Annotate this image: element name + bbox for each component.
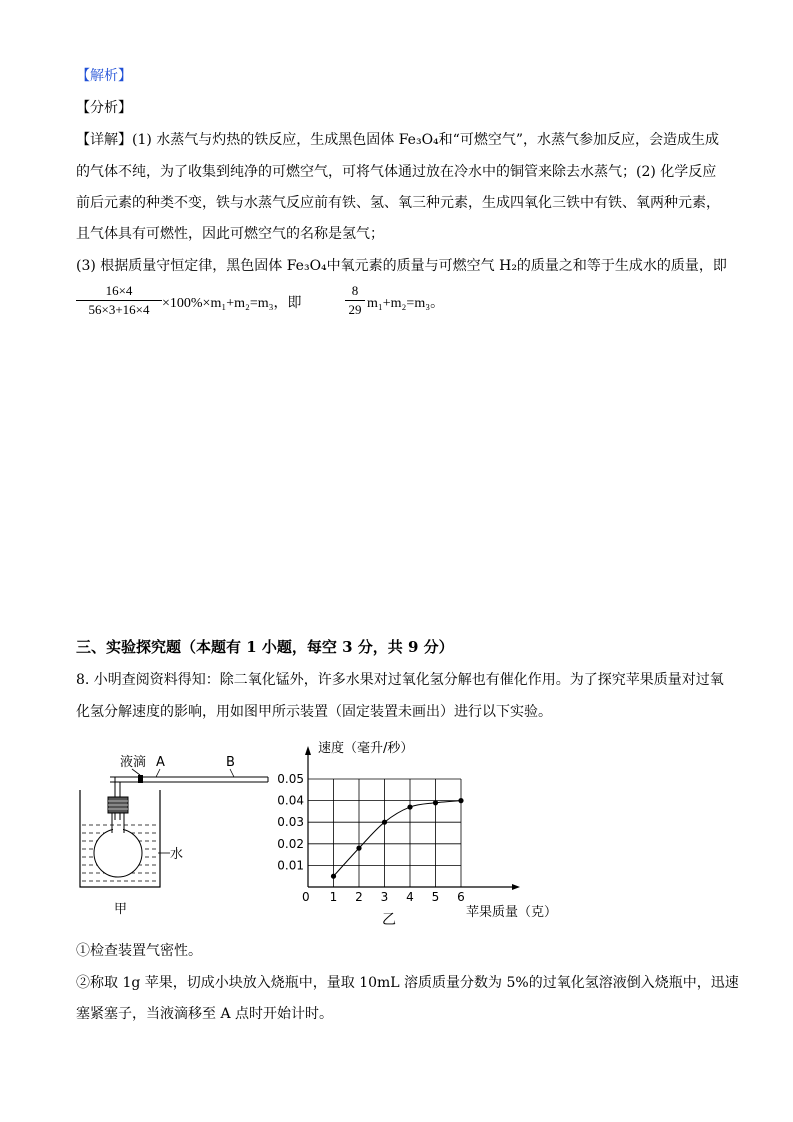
detail-line-5: (3) 根据质量守恒定律，黑色固体 Fe₃O₄中氧元素的质量与可燃空气 H₂的质量之和等于生成水的质量，即 — [76, 258, 727, 274]
round-flask — [94, 829, 142, 877]
chart-grid — [308, 779, 461, 887]
x-tick-label: 4 — [406, 890, 414, 904]
formula-fraction-1 — [76, 282, 162, 319]
fenxi-label: 【分析】 — [76, 100, 132, 116]
data-point — [331, 874, 336, 879]
fraction-2-denominator: 29 — [348, 302, 362, 317]
speed-curve — [334, 801, 462, 877]
y-axis-arrow — [305, 746, 311, 755]
fraction-1-numerator: 16×4 — [105, 283, 133, 298]
y-tick-label: 0.05 — [277, 772, 304, 786]
question-8-line-2: 化氢分解速度的影响，用如图甲所示装置（固定装置未画出）进行以下实验。 — [76, 704, 552, 720]
data-point — [382, 820, 387, 825]
step-2-line-1: ②称取 1g 苹果，切成小块放入烧瓶中，量取 10mL 溶质质量分数为 5%的过氧化氢溶液倒入烧瓶中，迅速 — [76, 975, 739, 991]
detail-line-1 — [76, 130, 719, 150]
formula-fraction-2 — [345, 282, 365, 319]
chart-origin-label: 0 — [302, 890, 310, 904]
section-title: 三、实验探究题（本题有 1 小题，每空 3 分，共 9 分） — [76, 638, 454, 656]
data-point — [433, 800, 438, 805]
detail-label: 【详解】 — [76, 132, 132, 148]
detail-text-1: (1) 水蒸气与灼热的铁反应，生成黑色固体 Fe₃O₄和“可燃空气”，水蒸气参加反应，会造成生成 — [132, 132, 719, 148]
detail-line-3: 前后元素的种类不变，铁与水蒸气反应前有铁、氢、氧三种元素，生成四氧化三铁中有铁、氧两种元素， — [76, 195, 720, 211]
speed-chart — [277, 735, 558, 935]
formula-1-rest: ×100%×m₁+m₂=m₃，即 — [162, 296, 302, 311]
detail-line-4: 且气体具有可燃性，因此可燃空气的名称是氢气； — [76, 226, 384, 242]
formula-2-rest: m₁+m₂=m₃。 — [367, 296, 445, 311]
label-a: A — [156, 755, 165, 770]
x-tick-label: 1 — [329, 890, 338, 904]
x-axis-arrow — [512, 884, 520, 890]
chart-ylabel: 速度（毫升/秒） — [318, 741, 414, 756]
step-1: ①检查装置气密性。 — [76, 943, 202, 959]
fraction-1-denominator: 56×3+16×4 — [88, 302, 150, 317]
chart-axes — [305, 746, 520, 890]
chart-caption: 乙 — [382, 912, 396, 928]
data-point — [356, 846, 361, 851]
caption-jia: 甲 — [114, 902, 128, 917]
y-tick-label: 0.03 — [277, 815, 304, 830]
data-point — [407, 804, 412, 809]
data-points — [331, 798, 464, 879]
label-b: B — [226, 755, 235, 770]
x-tick-label: 6 — [457, 890, 465, 904]
x-tick-label: 5 — [431, 890, 440, 904]
question-8-line-1: 8. 小明查阅资料得知：除二氧化锰外，许多水果对过氧化氢分解也有催化作用。为了探究苹果质量对过氧 — [76, 672, 724, 688]
label-water: 水 — [170, 847, 184, 862]
y-tick-label: 0.02 — [277, 836, 304, 851]
fraction-2-numerator: 8 — [351, 283, 359, 298]
label-droplet: 液滴 — [120, 755, 147, 770]
x-tick-label: 2 — [355, 890, 363, 904]
detail-line-2: 的气体不纯，为了收集到纯净的可燃空气，可将气体通过放在冷水中的铜管来除去水蒸气；(2) 化学反应 — [76, 164, 717, 180]
x-tick-label: 3 — [380, 890, 389, 904]
apparatus-figure — [70, 745, 280, 925]
chart-ticks — [277, 772, 465, 904]
chart-xlabel: 苹果质量（克） — [466, 905, 558, 920]
y-tick-label: 0.01 — [277, 858, 304, 873]
y-tick-label: 0.04 — [277, 793, 304, 808]
step-2-line-2: 塞紧塞子，当液滴移至 A 点时开始计时。 — [76, 1006, 334, 1022]
analysis-label: 【解析】 — [76, 68, 132, 84]
liquid-droplet — [138, 775, 143, 783]
data-point — [458, 798, 463, 803]
